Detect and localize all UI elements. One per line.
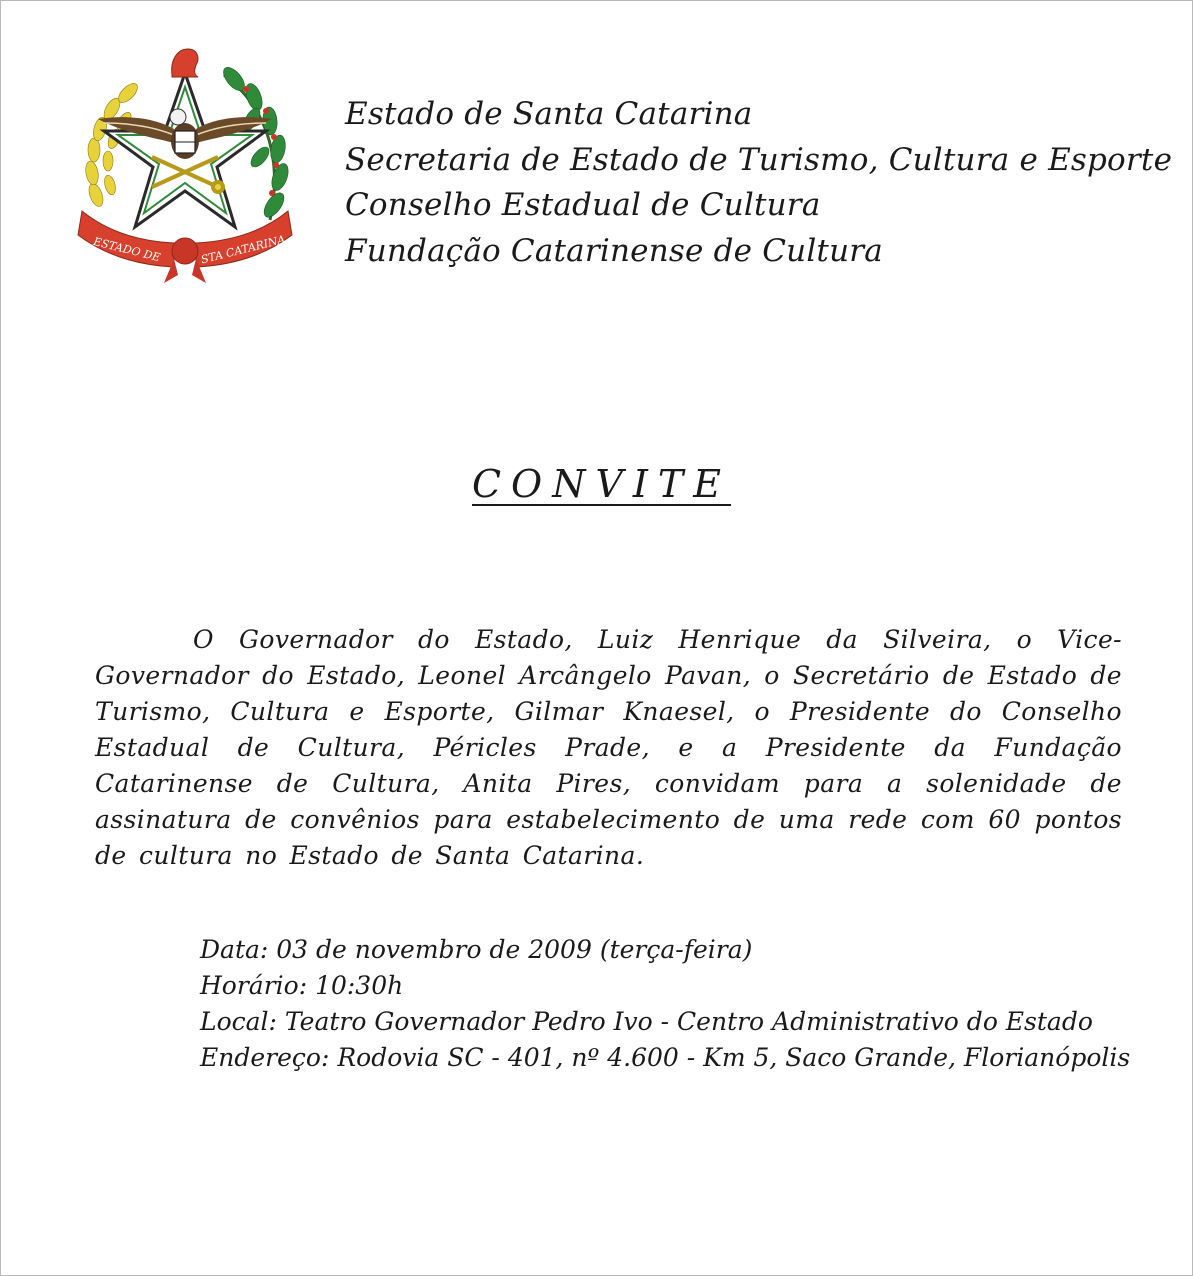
header-line-council: Conselho Estadual de Cultura: [345, 187, 821, 223]
event-address: Endereço: Rodovia SC - 401, nº 4.600 - Km 5, Saco Grande, Florianópolis: [200, 1043, 1131, 1072]
header-line-state: Estado de Santa Catarina: [345, 96, 753, 132]
event-place: Local: Teatro Governador Pedro Ivo - Centro Administrativo do Estado: [200, 1007, 1093, 1036]
coat-of-arms-emblem: [74, 45, 296, 285]
cap-icon: [172, 49, 198, 77]
invitation-body: O Governador do Estado, Luiz Henrique da Silveira, o Vice-Governador do Estado, Leonel Arcângelo Pavan, o Secretário de Estado de Turismo, Cultura e Esporte, Gilmar Knaesel, o Presidente do Conselho Estadual de Cultura, Péricles Prade, e a Presidente da Fundação Catarinense de Cultura, Anita Pires, convidam para a solenidade de assinatura de convênios para estabelecimento de uma rede com 60 pontos de cultura no Estado de Santa Catarina.: [95, 625, 1122, 870]
ribbon-icon: [78, 211, 292, 283]
svg-text:STA CATARINA: STA CATARINA: [199, 232, 287, 267]
header-line-foundation: Fundação Catarinense de Cultura: [345, 232, 883, 269]
event-date: Data: 03 de novembro de 2009 (terça-feira): [200, 935, 753, 964]
institution-header: [345, 92, 1172, 274]
event-details: [200, 932, 1130, 1076]
event-time: Horário: 10:30h: [200, 971, 404, 1000]
header-line-secretariat: Secretaria de Estado de Turismo, Cultura e Esporte: [345, 141, 1173, 178]
invitation-title-text: CONVITE: [471, 462, 732, 506]
invitation-title: [0, 462, 1193, 506]
svg-text:ESTADO DE: ESTADO DE: [92, 235, 162, 265]
